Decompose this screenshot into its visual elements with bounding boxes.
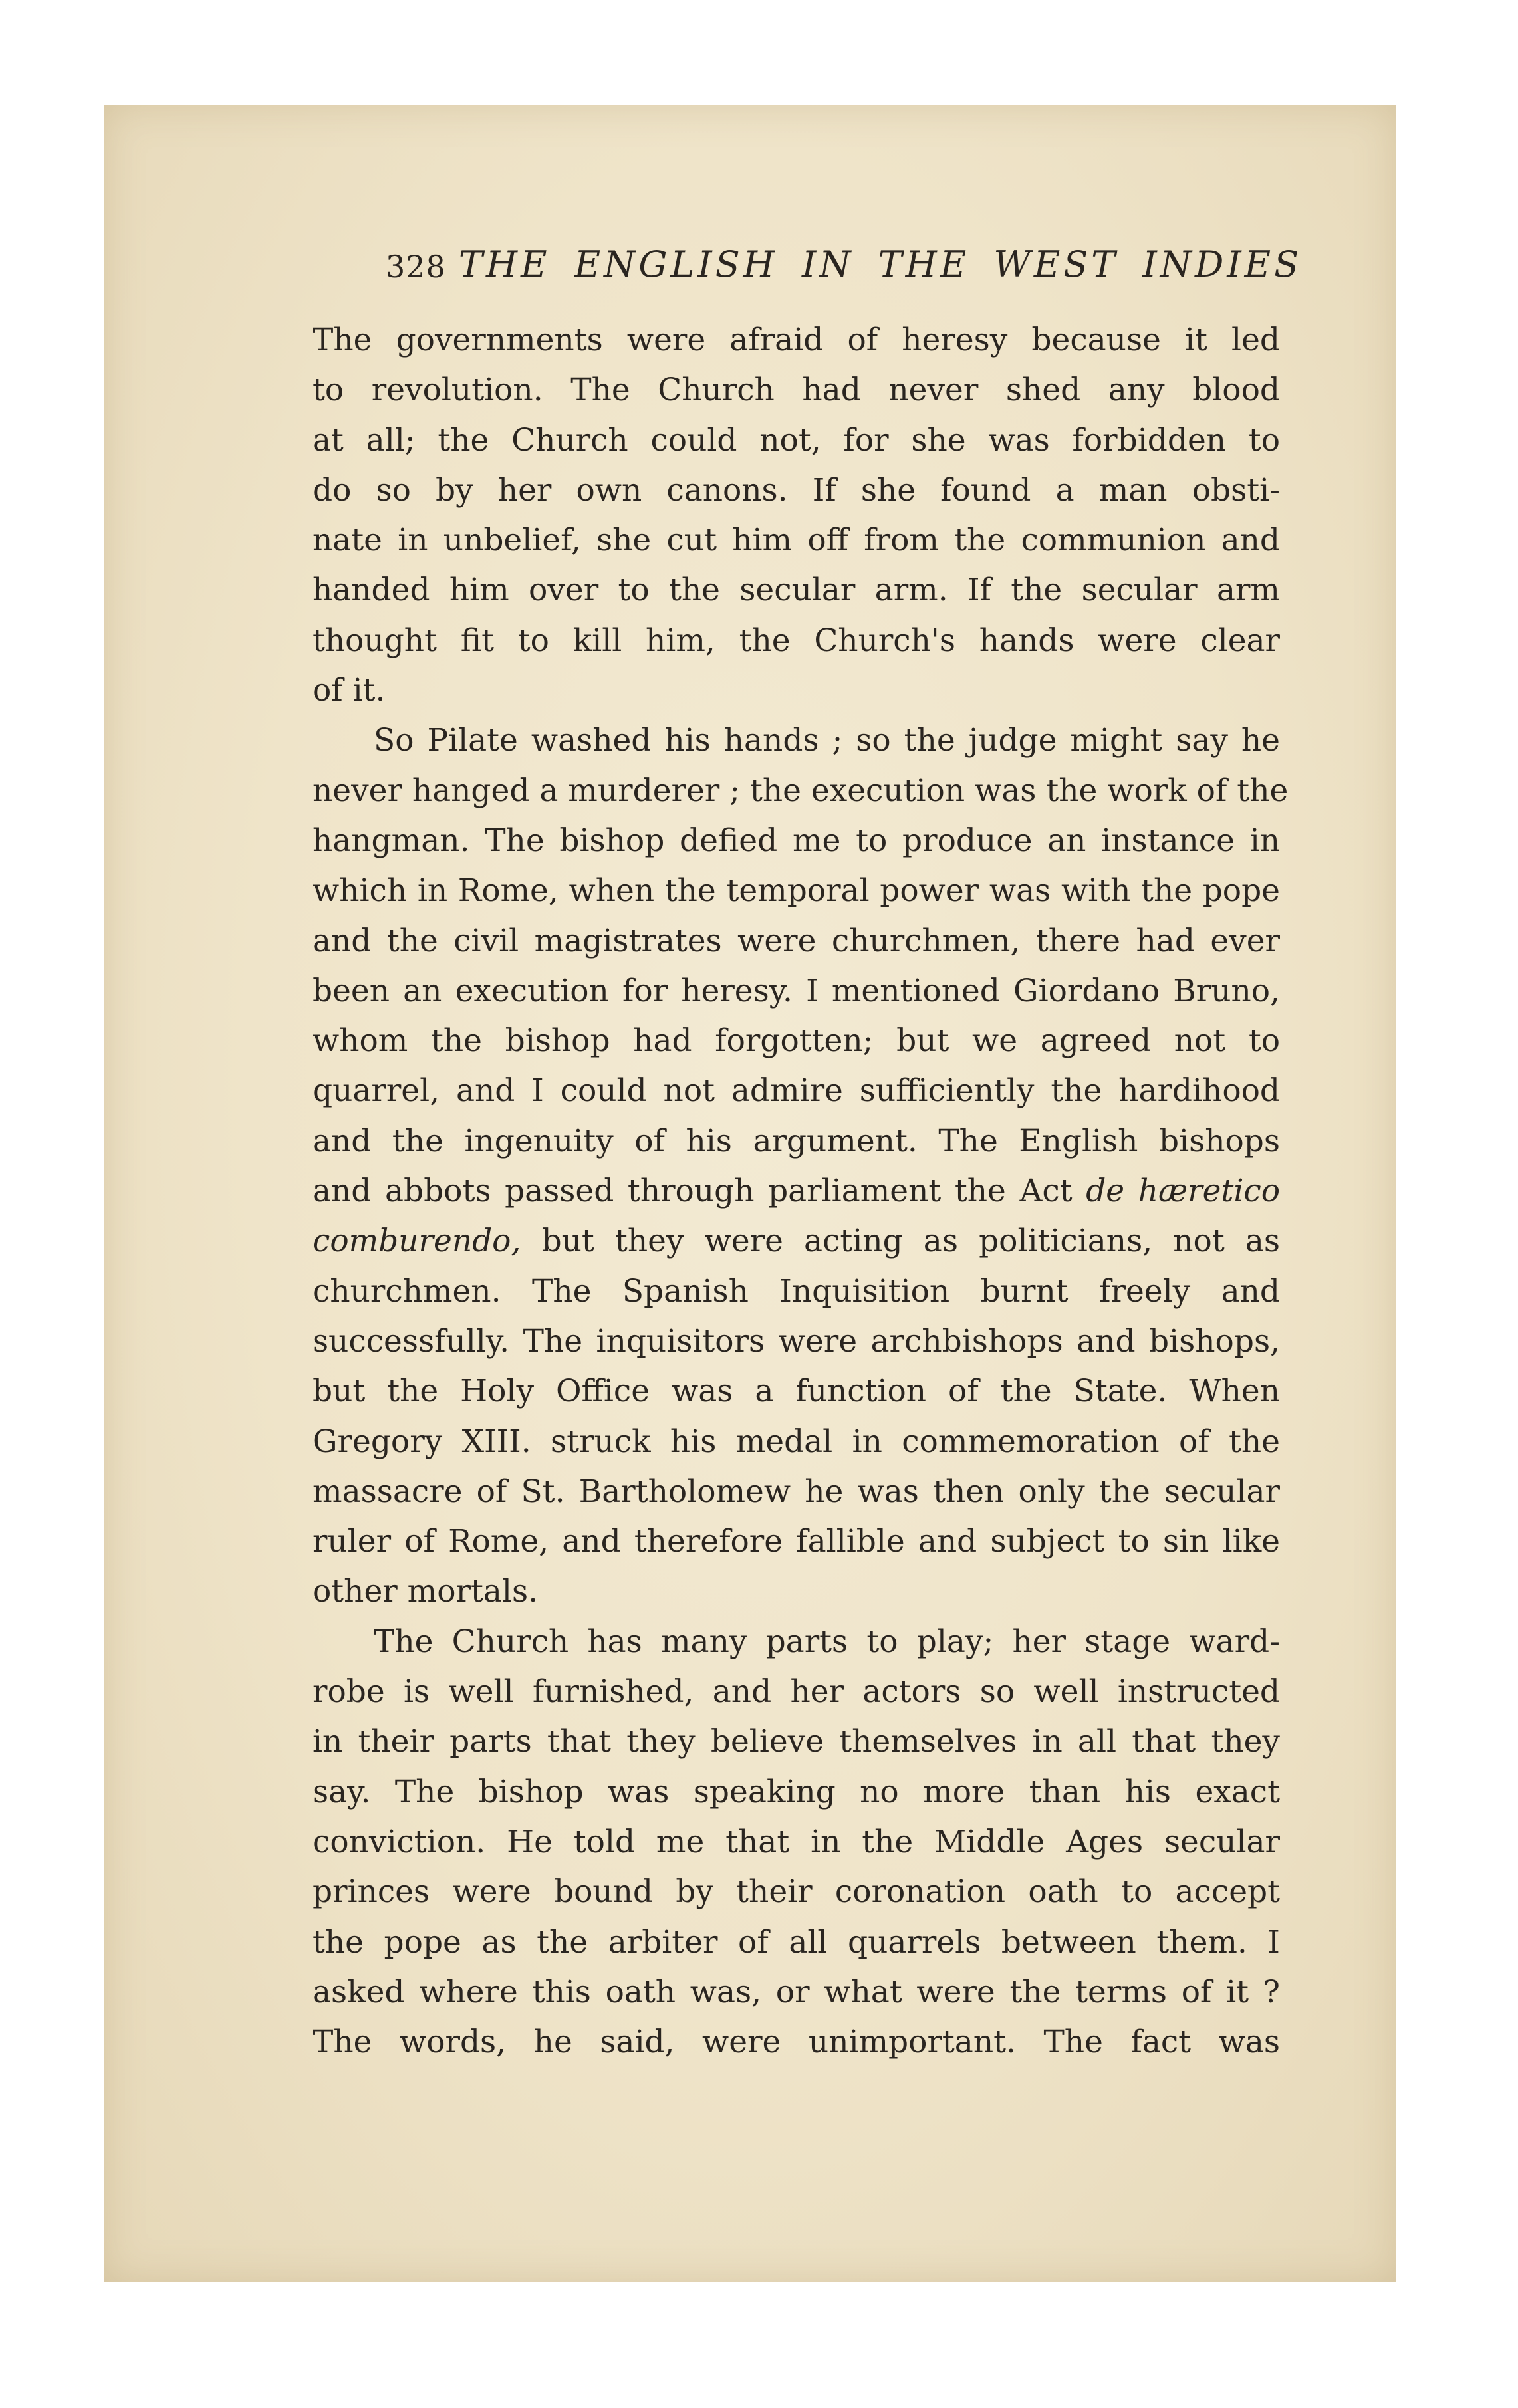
text-line: do so by her own canons. If she found a man obsti- (313, 471, 1280, 509)
text-line: the pope as the arbiter of all quarrels between them. I (313, 1923, 1280, 1961)
text-line: nate in unbelief, she cut him off from the communion and (313, 522, 1280, 559)
text-line: churchmen. The Spanish Inquisition burnt freely and (313, 1272, 1280, 1310)
text-line: handed him over to the secular arm. If the secular arm (313, 572, 1280, 609)
text-segment: but they were acting as politicians, not as (541, 1223, 1280, 1260)
text-line: whom the bishop had forgotten; but we agreed not to (313, 1023, 1280, 1060)
text-line: massacre of St. Bartholomew he was then only the secular (313, 1473, 1280, 1510)
text-line: robe is well furnished, and her actors so well instructed (313, 1673, 1280, 1711)
latin-phrase: de hæretico (1086, 1173, 1280, 1210)
text-line: So Pilate washed his hands ; so the judge might say he (374, 722, 1280, 759)
text-line: and the ingenuity of his argument. The English bishops (313, 1122, 1280, 1159)
text-line: conviction. He told me that in the Middle Ages secular (313, 1823, 1280, 1860)
text-line: in their parts that they believe themselves in all that they (313, 1723, 1280, 1760)
text-line: at all; the Church could not, for she was forbidden to (313, 421, 1280, 459)
text-line: quarrel, and I could not admire sufficiently the hardihood (313, 1072, 1280, 1110)
text-line: of it. (313, 672, 386, 709)
text-line (313, 1166, 1280, 1216)
text-line: which in Rome, when the temporal power was with the pope (313, 872, 1280, 909)
text-line: hangman. The bishop defied me to produce an instance in (313, 822, 1280, 859)
text-line: successfully. The inquisitors were archbishops and bishops, (313, 1322, 1280, 1360)
text-line: asked where this oath was, or what were the terms of it ? (313, 1973, 1280, 2010)
text-line: other mortals. (313, 1573, 539, 1610)
book-title: THE ENGLISH IN THE WEST INDIES (459, 243, 1303, 285)
text-line (313, 1216, 1280, 1266)
text-line: say. The bishop was speaking no more than his exact (313, 1773, 1280, 1810)
running-head (386, 239, 1303, 299)
text-line: ruler of Rome, and therefore fallible and subject to sin like (313, 1523, 1280, 1560)
page-number: 328 (386, 249, 446, 285)
text-line: never hanged a murderer ; the execution was the work of the (313, 772, 1289, 809)
text-line: but the Holy Office was a function of the State. When (313, 1373, 1280, 1410)
text-line: The governments were afraid of heresy because it led (313, 322, 1280, 358)
text-line: to revolution. The Church had never shed any blood (313, 372, 1280, 409)
body-text (313, 315, 1289, 2067)
text-line: The words, he said, were unimportant. The fact was (313, 2024, 1280, 2061)
text-segment: and abbots passed through parliament the Act (313, 1173, 1073, 1210)
text-line: and the civil magistrates were churchmen, there had ever (313, 922, 1280, 959)
text-line: thought fit to kill him, the Church's hands were clear (313, 622, 1280, 659)
latin-phrase: comburendo, (313, 1223, 521, 1260)
text-line: princes were bound by their coronation oath to accept (313, 1873, 1280, 1911)
text-line: Gregory XIII. struck his medal in commemoration of the (313, 1423, 1280, 1460)
text-line: The Church has many parts to play; her stage ward- (374, 1623, 1280, 1660)
text-line: been an execution for heresy. I mentioned Giordano Bruno, (313, 972, 1280, 1009)
